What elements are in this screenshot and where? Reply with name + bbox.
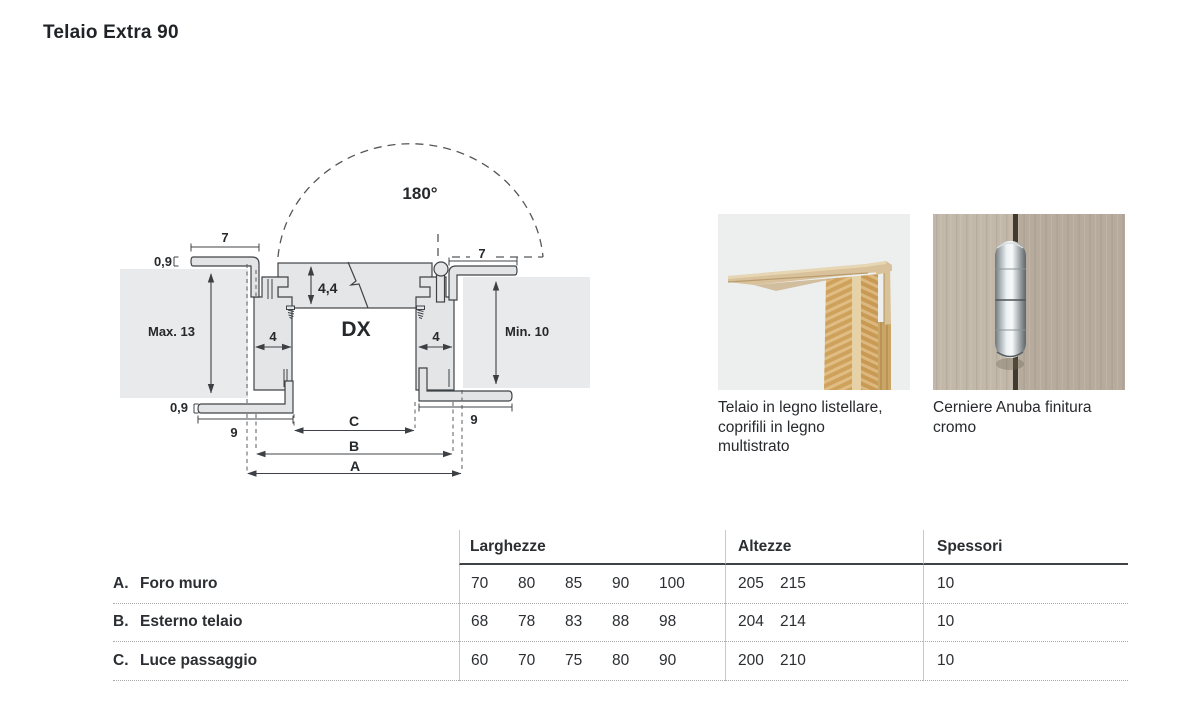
table-header-altezze: Altezze	[725, 530, 923, 565]
dx-label: DX	[341, 318, 371, 341]
dim-text-09-top: 0,9	[153, 254, 173, 269]
value-cell: 75	[565, 651, 583, 669]
table-row-label-a	[113, 565, 459, 604]
table-row-c-spessori	[923, 642, 1128, 681]
dim-text-4-right: 4	[432, 329, 440, 344]
dim-text-C: C	[348, 413, 360, 429]
bracket-09-top	[174, 257, 179, 266]
wall-max-label: Max. 13	[148, 324, 195, 339]
value-cell: 215	[780, 574, 806, 592]
photo-telaio-legno	[718, 214, 910, 390]
table-row-b-larghezze	[459, 604, 725, 643]
spec-table	[113, 530, 1128, 681]
row-letter: C.	[113, 651, 129, 669]
row-letter: A.	[113, 574, 129, 592]
dim-text-7-right: 7	[478, 246, 486, 261]
table-row-a-altezze	[725, 565, 923, 604]
swing-angle-label: 180°	[402, 184, 438, 203]
dim-text-44: 4,4	[318, 280, 338, 296]
value-cell: 68	[471, 613, 489, 631]
caption-cerniera: Cerniere Anuba finitura cromo	[933, 399, 1092, 436]
value-cell: 214	[780, 613, 806, 631]
value-cell: 70	[518, 651, 536, 669]
value-cell: 98	[659, 613, 677, 631]
caption-telaio: Telaio in legno listellare, coprifili in legno multistrato	[718, 399, 883, 455]
table-row-label-b	[113, 604, 459, 643]
table-header-larghezze: Larghezze	[459, 530, 725, 565]
value-cell: 210	[780, 651, 806, 669]
table-row-a-larghezze	[459, 565, 725, 604]
dim-text-4-left: 4	[269, 329, 277, 344]
value-cell: 10	[937, 613, 955, 631]
dim-text-7-left: 7	[221, 230, 229, 245]
frame-section-diagram	[118, 118, 594, 490]
page-title: Telaio Extra 90	[43, 22, 179, 43]
value-cell: 100	[659, 574, 685, 592]
value-cell: 90	[659, 651, 677, 669]
value-cell: 200	[738, 651, 764, 669]
photo-cerniera-anuba	[933, 214, 1125, 390]
value-cell: 205	[738, 574, 764, 592]
dim-text-09-bottom: 0,9	[169, 400, 189, 415]
dim-line-9-right	[419, 404, 512, 412]
value-cell: 80	[612, 651, 630, 669]
row-name: Foro muro	[140, 574, 218, 592]
value-cell: 78	[518, 613, 536, 631]
table-row-b-spessori	[923, 604, 1128, 643]
value-cell: 85	[565, 574, 583, 592]
door-leaf	[278, 263, 432, 308]
table-row-a-spessori	[923, 565, 1128, 604]
wall-min-label: Min. 10	[505, 324, 550, 339]
value-cell: 80	[518, 574, 536, 592]
row-name: Esterno telaio	[140, 613, 243, 631]
value-cell: 60	[471, 651, 489, 669]
dim-text-9-right: 9	[470, 412, 478, 427]
value-cell: 10	[937, 574, 955, 592]
value-cell: 83	[565, 613, 583, 631]
dim-text-B: B	[348, 438, 360, 454]
dim-line-9-left	[198, 416, 293, 424]
dim-text-9-left: 9	[230, 425, 238, 440]
table-row-c-larghezze	[459, 642, 725, 681]
dim-text-A: A	[349, 458, 361, 474]
value-cell: 88	[612, 613, 630, 631]
value-cell: 204	[738, 613, 764, 631]
table-header-spessori: Spessori	[923, 530, 1128, 565]
value-cell: 70	[471, 574, 489, 592]
table-row-c-altezze	[725, 642, 923, 681]
value-cell: 90	[612, 574, 630, 592]
table-row-label-c	[113, 642, 459, 681]
table-row-b-altezze	[725, 604, 923, 643]
table-header-empty	[113, 530, 459, 565]
hinge-cylinder	[995, 241, 1026, 358]
row-letter: B.	[113, 613, 129, 631]
row-name: Luce passaggio	[140, 651, 258, 669]
value-cell: 10	[937, 651, 955, 669]
